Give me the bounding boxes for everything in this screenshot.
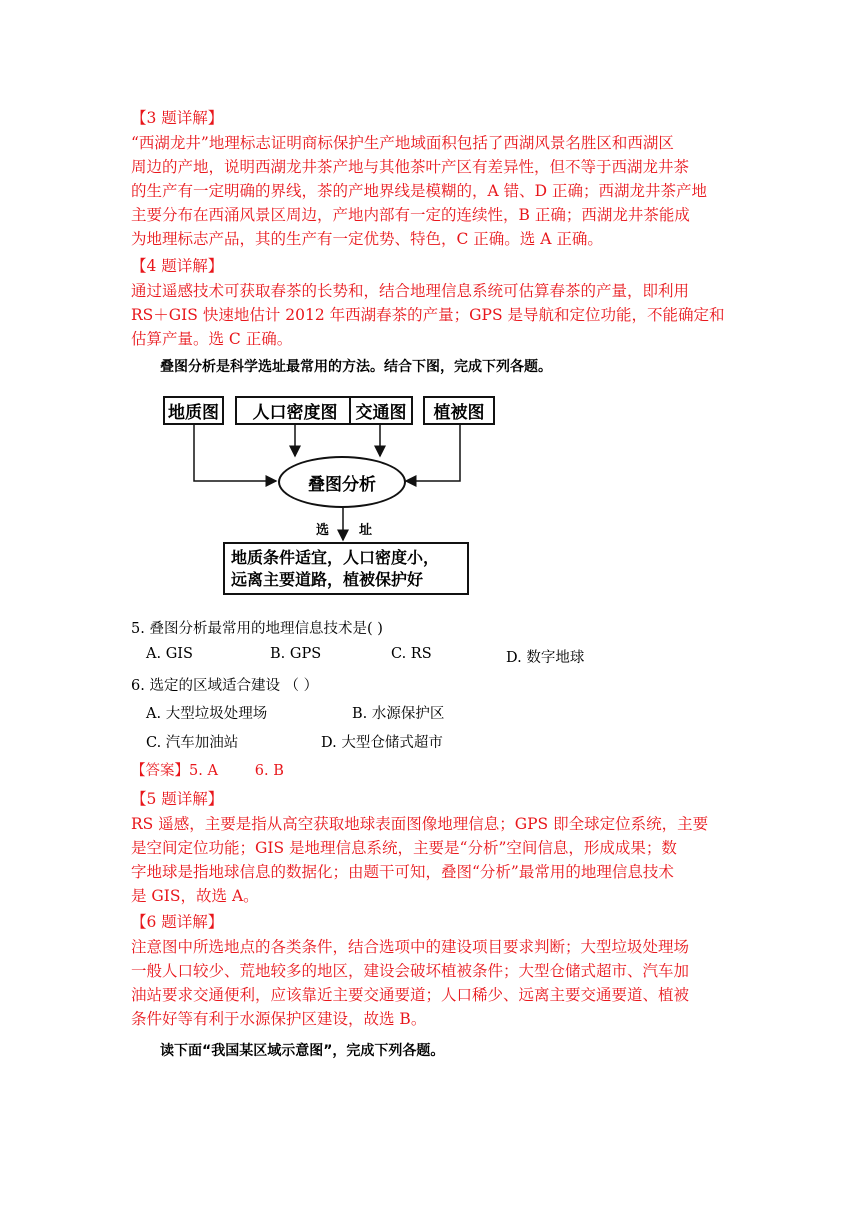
explain5-line: 是空间定位功能；GIS 是地理信息系统，主要是“分析”空间信息，形成成果；数	[131, 839, 677, 857]
result-box	[223, 542, 469, 595]
explain3-line: 主要分布在西涌风景区周边，产地内部有一定的连续性，B 正确；西湖龙井茶能成	[131, 206, 690, 224]
question-6-option-d: D. 大型仓储式超市	[321, 735, 443, 751]
question-6-option-c: C. 汽车加油站	[146, 735, 239, 751]
intro-overlay-analysis: 叠图分析是科学选址最常用的方法。结合下图，完成下列各题。	[160, 359, 552, 375]
explain6-heading: 【6 题详解】	[131, 913, 224, 931]
explain3-line: 为地理标志产品，其的生产有一定优势、特色，C 正确。选 A 正确。	[131, 230, 603, 248]
question-6-option-a: A. 大型垃圾处理场	[146, 706, 268, 722]
explain5-line: 字地球是指地球信息的数据化；由题干可知，叠图“分析”最常用的地理信息技术	[131, 863, 674, 881]
explain6-line: 条件好等有利于水源保护区建设，故选 B。	[131, 1010, 427, 1028]
box-traffic-map: 交通图	[349, 396, 413, 425]
result-line: 远离主要道路，植被保护好	[231, 569, 424, 589]
explain6-line: 一般人口较少、荒地较多的地区，建设会破坏植被条件；大型仓储式超市、汽车加	[131, 962, 690, 980]
box-geology-map: 地质图	[163, 396, 224, 425]
question-5-option-a: A. GIS	[146, 646, 193, 662]
explain6-line: 油站要求交通便利，应该靠近主要交通要道；人口稀少、远离主要交通要道、植被	[131, 986, 690, 1004]
intro-region-map: 读下面“我国某区域示意图”，完成下列各题。	[160, 1043, 445, 1059]
answer-label: 【答案】	[131, 763, 189, 779]
explain5-line: RS 遥感，主要是指从高空获取地球表面图像地理信息；GPS 即全球定位系统，主要	[131, 815, 709, 833]
explain4-line: 估算产量。选 C 正确。	[131, 330, 293, 348]
explain4-line: RS＋GIS 快速地估计 2012 年西湖春茶的产量；GPS 是导航和定位功能，不能确定和	[131, 306, 725, 324]
question-6-option-b: B. 水源保护区	[352, 706, 445, 722]
explain3-body	[131, 131, 731, 251]
explain4-line: 通过遥感技术可获取春茶的长势和，结合地理信息系统可估算春茶的产量，即利用	[131, 282, 690, 300]
box-population-density-map: 人口密度图	[235, 396, 355, 425]
explain4-heading: 【4 题详解】	[131, 257, 224, 275]
question-5-option-d: D. 数字地球	[506, 650, 585, 666]
question-6-stem: 6. 选定的区域适合建设 （ ）	[131, 678, 319, 694]
explain3-line: 周边的产地，说明西湖龙井茶产地与其他茶叶产区有差异性，但不等于西湖龙井茶	[131, 158, 690, 176]
arrow-label-site: 址	[359, 523, 373, 538]
question-5-option-c: C. RS	[391, 646, 432, 662]
arrow-label-select: 选	[316, 523, 330, 538]
answer-row	[131, 759, 284, 780]
answer-text: 5. A 6. B	[189, 763, 284, 779]
overlay-diagram	[160, 390, 505, 600]
explain4-body	[131, 279, 731, 351]
box-vegetation-map: 植被图	[423, 396, 495, 425]
explain5-body	[131, 812, 731, 908]
explain5-line: 是 GIS，故选 A。	[131, 887, 259, 905]
explain3-heading: 【3 题详解】	[131, 109, 224, 127]
result-line: 地质条件适宜，人口密度小，	[231, 547, 440, 567]
explain3-line: 的生产有一定明确的界线，茶的产地界线是模糊的，A 错、D 正确；西湖龙井茶产地	[131, 182, 707, 200]
explain3-line: “西湖龙井”地理标志证明商标保护生产地域面积包括了西湖风景名胜区和西湖区	[131, 134, 674, 152]
explain5-heading: 【5 题详解】	[131, 790, 224, 808]
question-5-stem: 5. 叠图分析最常用的地理信息技术是( )	[131, 621, 383, 637]
explain6-body	[131, 935, 731, 1031]
ellipse-overlay-analysis: 叠图分析	[278, 456, 406, 508]
explain6-line: 注意图中所选地点的各类条件，结合选项中的建设项目要求判断；大型垃圾处理场	[131, 938, 690, 956]
question-5-option-b: B. GPS	[270, 646, 322, 662]
